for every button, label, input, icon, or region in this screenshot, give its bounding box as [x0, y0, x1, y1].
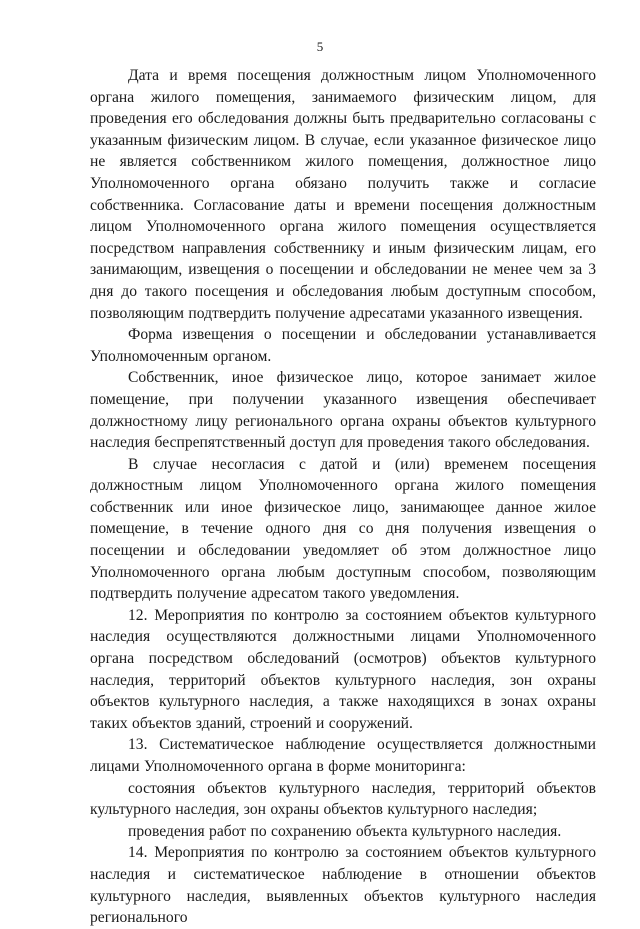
paragraph-item-13: 13. Систематическое наблюдение осуществляется должностными лицами Уполномоченного органа в форме мониторинга: — [90, 736, 596, 775]
document-body — [90, 65, 596, 929]
paragraph-notice-form: Форма извещения о посещении и обследовании устанавливается Уполномоченным органом. — [90, 326, 596, 365]
paragraph-item-12: 12. Мероприятия по контролю за состоянием объектов культурного наследия осуществляются должностными лицами Уполномоченного органа посредством обследований (осмотров) объектов культурного наследия, территорий объектов культурного наследия, зон охраны объектов культурного наследия, а также находящихся в зонах охраны таких объектов зданий, строений и сооружений. — [90, 606, 596, 732]
paragraph-owner-access: Собственник, иное физическое лицо, которое занимает жилое помещение, при получении указанного извещения обеспечивает должностному лицу регионального органа охраны объектов культурного наследия беспрепятственный доступ для проведения такого обследования. — [90, 369, 596, 452]
paragraph-disagreement: В случае несогласия с датой и (или) временем посещения должностным лицом Уполномоченного органа жилого помещения собственник или иное физическое лицо, занимающее данное жилое помещение, в течение одного дня со дня получения извещения о посещении и обследовании уведомляет об этом должностное лицо Уполномоченного органа любым доступным способом, позволяющим подтвердить получение адресатом такого уведомления. — [90, 455, 596, 603]
page-number: 5 — [316, 39, 324, 54]
paragraph-visit-date-agreement: Дата и время посещения должностным лицом Уполномоченного органа жилого помещения, занимаемого физическим лицом, для проведения его обследования должны быть предварительно согласованы с указанным физическим лицом. В случае, если указанное физическое лицо не является собственником жилого помещения, должностное лицо Уполномоченного органа обязано получить также и согласие собственника. Согласование даты и времени посещения должностным лицом Уполномоченного органа жилого помещения осуществляется посредством направления собственнику и иным физическим лицам, его занимающим, извещения о посещении и обследовании не менее чем за 3 дня до такого посещения и обследования любым доступным способом, позволяющим подтвердить получение адресатами указанного извещения. — [90, 67, 596, 322]
paragraph-item-14: 14. Мероприятия по контролю за состоянием объектов культурного наследия и систематическое наблюдение в отношении объектов культурного наследия, выявленных объектов культурного наследия регионального — [90, 844, 596, 927]
paragraph-monitoring-state: состояния объектов культурного наследия, территорий объектов культурного наследия, зон охраны объектов культурного наследия; — [90, 779, 596, 819]
paragraph-monitoring-works: проведения работ по сохранению объекта культурного наследия. — [128, 822, 562, 840]
